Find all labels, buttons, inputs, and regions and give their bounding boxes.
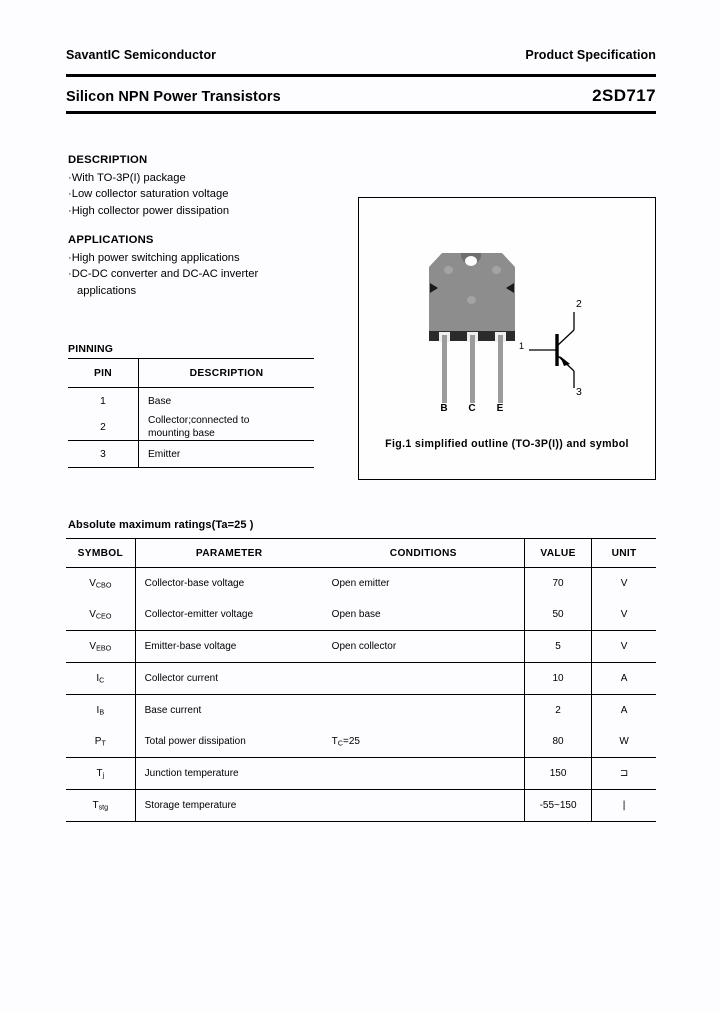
lead-label-c: C	[468, 403, 476, 414]
ratings-parameter: Base current	[144, 705, 202, 716]
description-item: ·With TO-3P(I) package	[68, 171, 186, 184]
lead-label-e: E	[496, 403, 504, 414]
pinning-table	[68, 358, 314, 468]
table-row	[66, 726, 656, 758]
figure-caption: Fig.1 simplified outline (TO-3P(I)) and symbol	[385, 438, 629, 450]
package-shoulder-left	[429, 253, 442, 267]
ratings-parameter: Storage temperature	[135, 790, 323, 822]
section-spacer	[68, 219, 343, 232]
ratings-conditions	[323, 758, 525, 790]
lead-label-b: B	[440, 403, 448, 414]
pinning-description-line1: Collector;connected to	[148, 415, 250, 426]
symbol-main: I	[96, 704, 100, 716]
symbol-main: T	[96, 767, 103, 779]
ratings-unit: W	[592, 726, 656, 758]
ratings-unit: |	[592, 790, 656, 822]
description-heading: DESCRIPTION	[68, 154, 148, 166]
ratings-parameter: Junction temperature	[135, 758, 323, 790]
symbol-sub: C	[99, 675, 105, 685]
ratings-value: -55~150	[524, 790, 591, 822]
symbol-main: V	[89, 577, 96, 589]
lead-c	[470, 335, 475, 403]
ratings-value: 150	[524, 758, 591, 790]
ratings-symbol	[66, 695, 135, 727]
pinning-description: Base	[148, 395, 172, 407]
ratings-title: Absolute maximum ratings(Ta=25 )	[68, 519, 254, 531]
header-rule-bottom	[66, 111, 656, 114]
pinning-description-line2: mounting base	[148, 428, 215, 439]
ratings-parameter: Collector current	[135, 663, 323, 695]
symbol-pin-base: 1	[519, 341, 525, 351]
ratings-parameter: Total power dissipation	[135, 726, 323, 758]
ratings-symbol	[66, 726, 135, 758]
ratings-parameter: Collector-base voltage	[144, 578, 245, 589]
description-item: ·High collector power dissipation	[68, 204, 230, 217]
ratings-value: 5	[524, 631, 591, 663]
pinning-header-row	[68, 359, 314, 388]
package-outline-image	[421, 253, 525, 418]
pinning-description	[139, 414, 315, 441]
transistor-symbol	[519, 298, 619, 408]
absolute-maximum-ratings-table	[66, 538, 656, 822]
symbol-sub: CEO	[95, 611, 112, 621]
ratings-value: 70	[524, 568, 591, 600]
package-dimple	[467, 296, 476, 304]
symbol-pin-collector: 2	[576, 298, 582, 310]
table-row	[66, 631, 656, 663]
package-notch-right	[506, 283, 514, 293]
table-row	[66, 599, 656, 631]
applications-heading: APPLICATIONS	[68, 234, 154, 246]
ratings-col-conditions: CONDITIONS	[323, 539, 525, 568]
ratings-unit: V	[592, 631, 656, 663]
ratings-symbol	[66, 599, 135, 631]
document-header	[66, 48, 656, 62]
applications-item: ·DC-DC converter and DC-AC inverter	[68, 268, 259, 280]
table-row	[66, 758, 656, 790]
condition-rest: =25	[342, 735, 360, 747]
symbol-main: I	[96, 672, 100, 684]
ratings-symbol	[66, 790, 135, 822]
symbol-main: V	[89, 608, 96, 620]
ratings-col-parameter: PARAMETER	[135, 539, 323, 568]
pinning-pin: 1	[68, 388, 139, 415]
symbol-sub: B	[99, 707, 105, 717]
pinning-pin: 2	[68, 414, 139, 441]
ratings-symbol	[66, 631, 135, 663]
lead-e	[498, 335, 503, 403]
ratings-symbol	[66, 663, 135, 695]
pinning-title: PINNING	[68, 343, 114, 355]
symbol-main: V	[89, 640, 97, 652]
ratings-parameter: Emitter-base voltage	[135, 631, 323, 663]
npn-symbol-svg	[519, 298, 619, 408]
mounting-hole	[465, 256, 477, 266]
company-name: SavantIC Semiconductor	[66, 48, 217, 62]
ratings-symbol	[66, 758, 135, 790]
package-shoulder-right	[502, 253, 515, 267]
part-number: 2SD717	[592, 86, 656, 105]
lead-b	[442, 335, 447, 403]
applications-item: applications	[77, 284, 137, 297]
pinning-section	[68, 343, 314, 468]
ratings-col-symbol: SYMBOL	[66, 539, 135, 568]
ratings-value: 50	[524, 599, 591, 631]
ratings-col-unit: UNIT	[592, 539, 656, 568]
symbol-sub: CBO	[95, 580, 112, 590]
ratings-conditions: Open collector	[323, 631, 525, 663]
table-row	[66, 790, 656, 822]
table-row	[66, 663, 656, 695]
ratings-col-value: VALUE	[524, 539, 591, 568]
ratings-conditions: Open base	[323, 599, 525, 631]
ratings-unit: V	[592, 599, 656, 631]
symbol-pin-emitter: 3	[576, 386, 582, 398]
table-row	[68, 388, 314, 415]
table-row	[66, 695, 656, 727]
header-rule-top	[66, 74, 656, 77]
condition-symbol: T	[331, 735, 338, 747]
pinning-pin: 3	[68, 441, 139, 468]
ratings-value: 10	[524, 663, 591, 695]
ratings-conditions	[323, 695, 525, 727]
document-type: Product Specification	[525, 48, 656, 62]
ratings-unit: ⊐	[592, 758, 656, 790]
ratings-unit: V	[620, 578, 628, 589]
package-notch-left	[430, 283, 438, 293]
symbol-sub: EBO	[96, 643, 112, 653]
ratings-conditions: Open emitter	[323, 568, 525, 600]
ratings-conditions	[323, 726, 525, 758]
symbol-sub: T	[101, 738, 106, 748]
ratings-header-row	[66, 539, 656, 568]
symbol-sub: j	[102, 770, 105, 780]
ratings-value: 80	[524, 726, 591, 758]
ratings-conditions	[323, 790, 525, 822]
ratings-unit: A	[592, 663, 656, 695]
ratings-value: 2	[524, 695, 591, 727]
condition-sub: C	[337, 738, 343, 748]
pinning-col-pin: PIN	[68, 359, 139, 388]
applications-item: ·High power switching applications	[68, 251, 240, 264]
ratings-symbol	[66, 568, 135, 600]
page-title: Silicon NPN Power Transistors	[66, 89, 281, 105]
ratings-unit: A	[620, 705, 628, 716]
ratings-conditions	[323, 663, 525, 695]
table-row	[68, 441, 314, 468]
package-dimple	[492, 266, 501, 274]
ratings-parameter: Collector-emitter voltage	[135, 599, 323, 631]
description-block	[68, 152, 343, 299]
title-row	[66, 86, 656, 106]
table-row	[68, 414, 314, 441]
description-item: ·Low collector saturation voltage	[68, 188, 229, 200]
symbol-main: P	[94, 735, 102, 747]
figure-box	[358, 197, 656, 480]
table-row	[66, 568, 656, 600]
pinning-description: Emitter	[139, 441, 315, 468]
package-dimple	[444, 266, 453, 274]
symbol-main: T	[92, 799, 99, 811]
symbol-sub: stg	[98, 802, 109, 812]
pinning-col-description: DESCRIPTION	[139, 359, 315, 388]
